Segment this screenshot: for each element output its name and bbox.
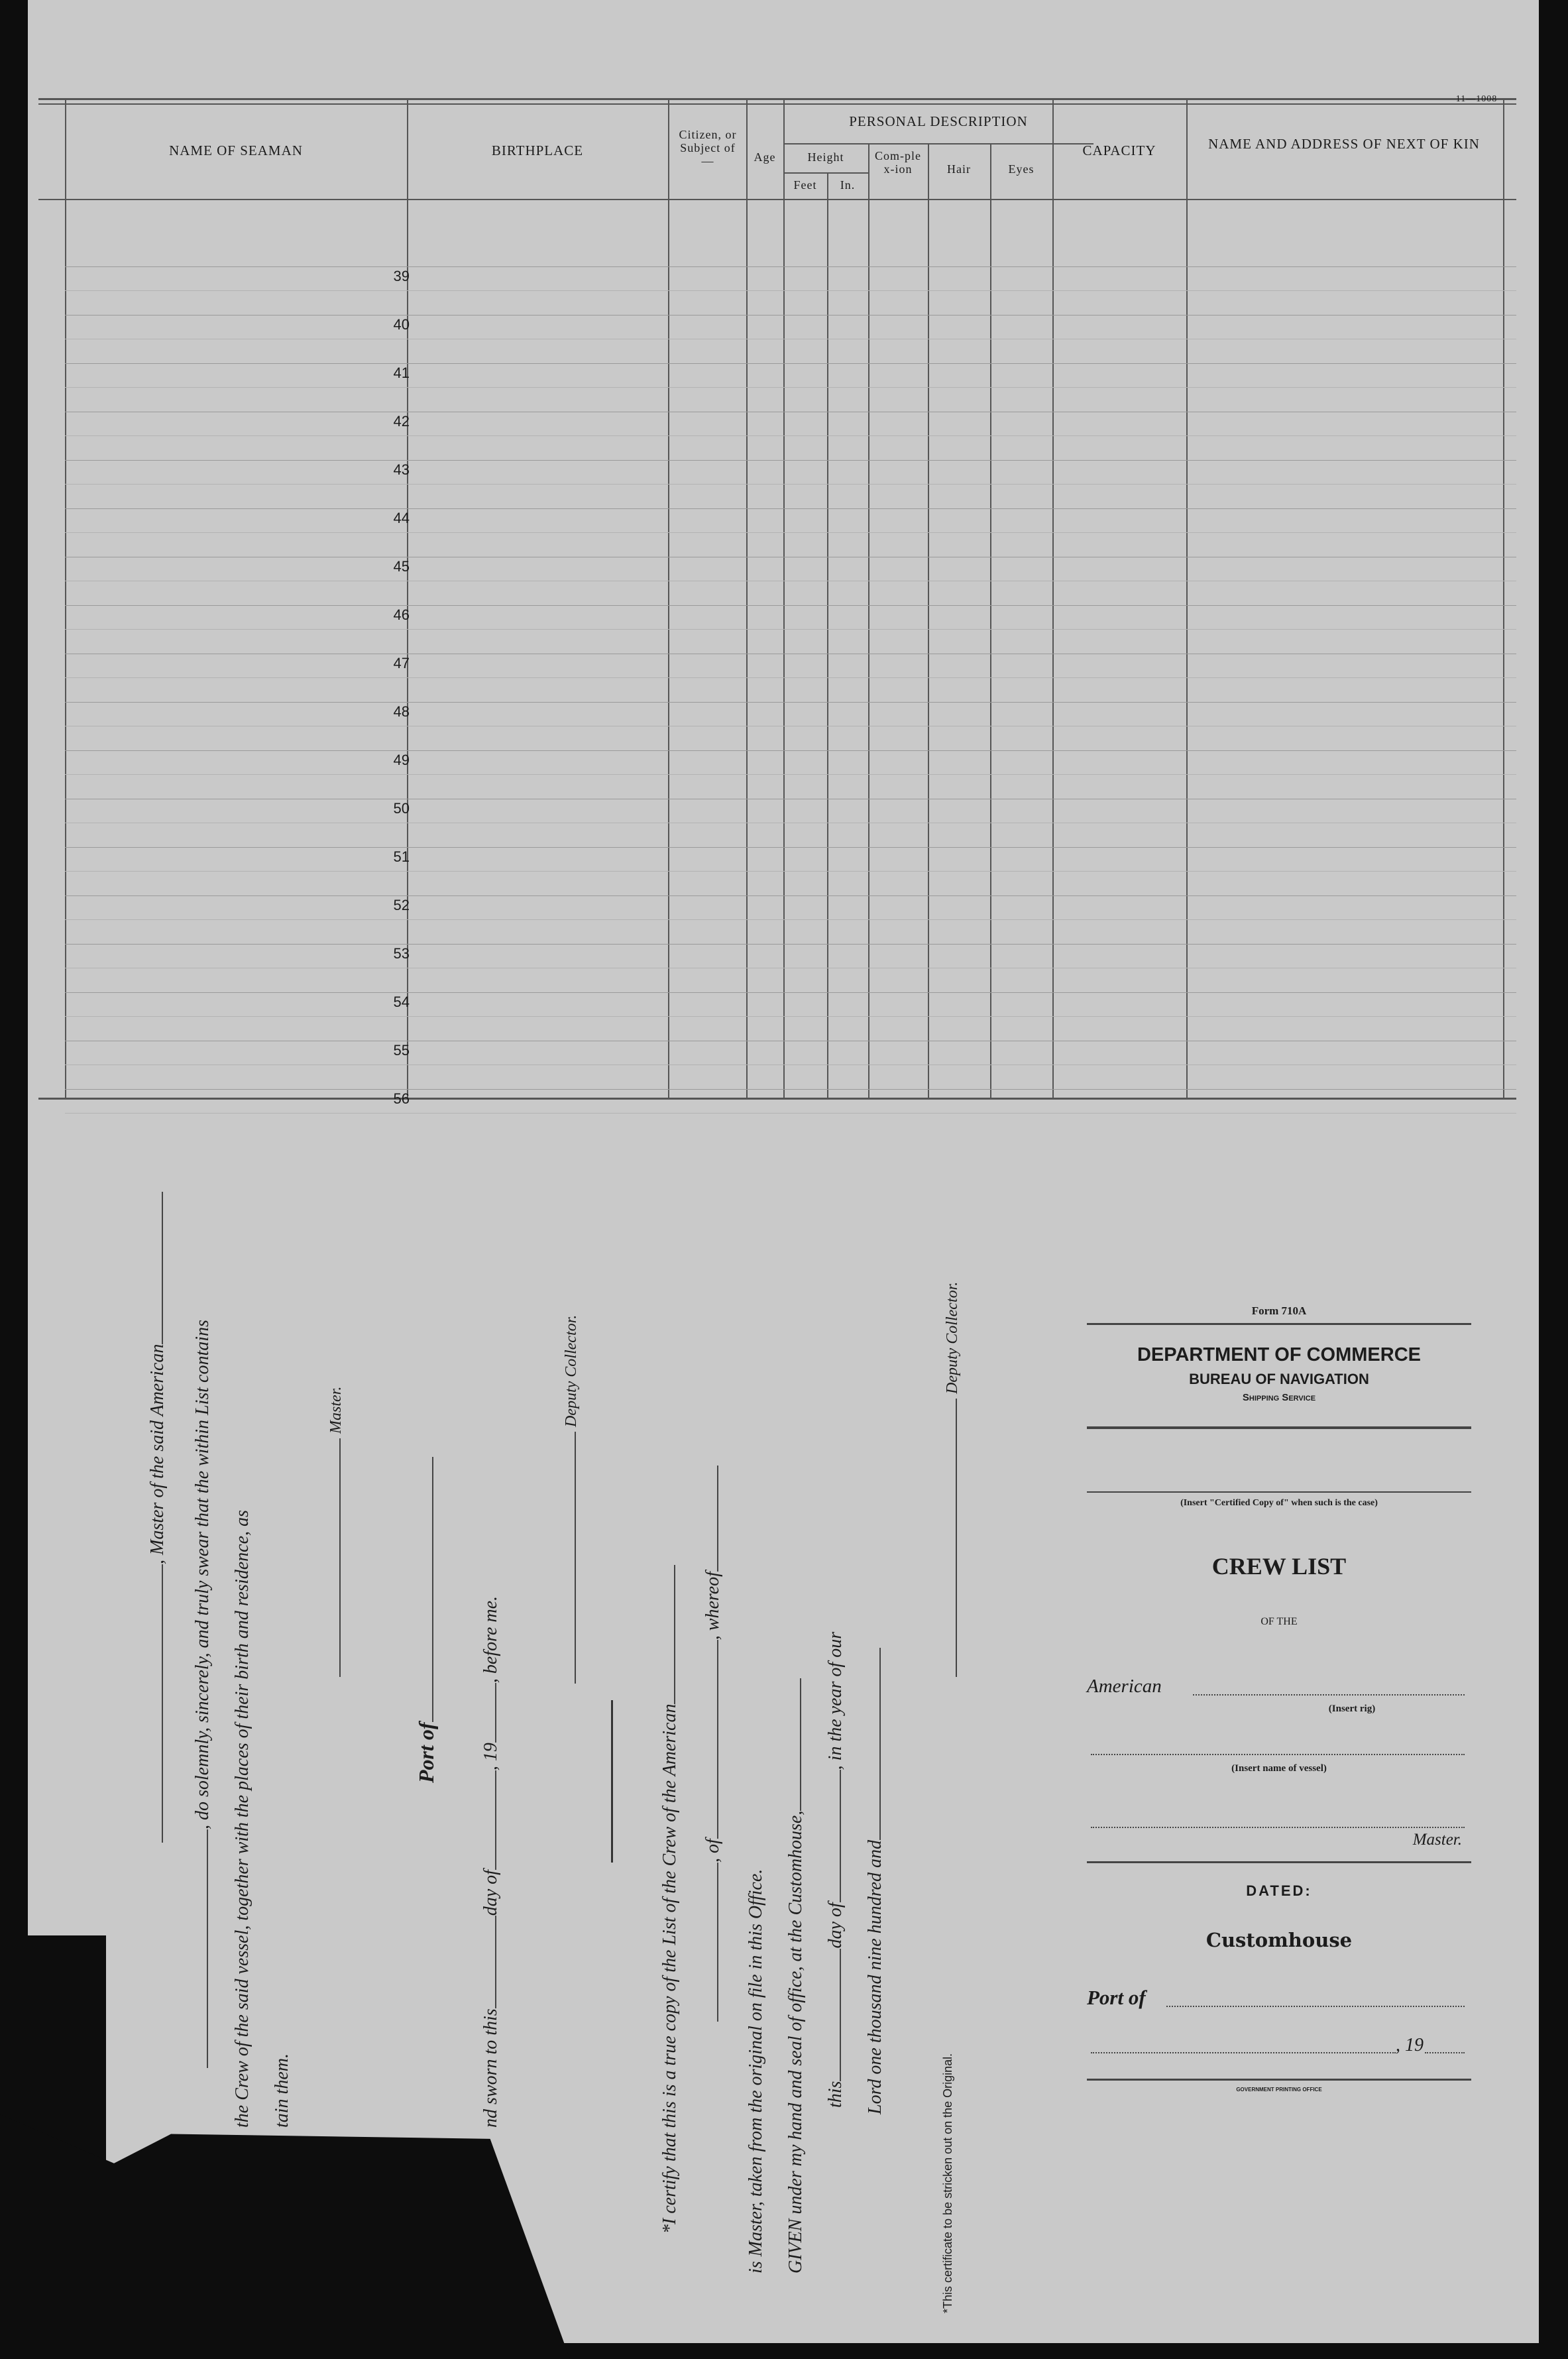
header-personal-description: PERSONAL DESCRIPTION [849, 113, 1028, 129]
table-row-subline [65, 290, 1516, 291]
oath-text-3: the Crew of the said vessel, together with the places of their birth and residence, as [232, 1510, 252, 2128]
table-row-subline [65, 435, 1516, 436]
oath-line-3 [232, 1510, 253, 2128]
header-height: Height [807, 150, 844, 164]
table-row-subline [65, 532, 1516, 533]
table-row-line [65, 266, 1516, 267]
cert-text-5a: this [825, 2081, 846, 2108]
cert-text-2b: , whereof [702, 1572, 723, 1640]
torn-corner-2 [0, 2114, 570, 2359]
row-number: 39 [393, 268, 410, 284]
row-number: 44 [393, 510, 410, 526]
row-number: 47 [393, 655, 410, 671]
cert-line-6 [865, 1648, 886, 2114]
oath-text-4: tain them. [272, 2053, 292, 2128]
header-feet: Feet [793, 178, 817, 192]
oath-line-1 [147, 1192, 168, 1843]
table-row-line [65, 605, 1516, 606]
table-row-line [65, 460, 1516, 461]
cert-line-3 [746, 1869, 767, 2273]
oath-line-2 [192, 1320, 213, 2068]
row-number: 46 [393, 606, 410, 623]
table-row-subline [65, 677, 1516, 678]
bureau-title: BUREAU OF NAVIGATION [1189, 1371, 1369, 1387]
table-row-line [65, 1089, 1516, 1090]
divider-rule [611, 1700, 613, 1863]
header-complexion: Com-plex-ion [875, 149, 921, 176]
oath-text-1: , Master of the said American [147, 1344, 168, 1564]
master-label-cover: Master. [1412, 1831, 1462, 1849]
table-row-subline [65, 919, 1516, 920]
customhouse-label: Customhouse [1205, 1929, 1353, 1951]
table-row-line [65, 944, 1516, 945]
cert-text-1: *I certify that this is a true copy of the List of the Crew of the American [659, 1703, 680, 2234]
crew-table [38, 94, 1516, 1107]
american-label: American [1087, 1676, 1162, 1697]
sworn-text-d: , before me. [480, 1595, 501, 1684]
deputy-collector-label-2: Deputy Collector. [944, 1281, 961, 1394]
row-number: 51 [393, 848, 410, 865]
table-row-line [65, 750, 1516, 751]
table-row-line [65, 992, 1516, 993]
printer-note: GOVERNMENT PRINTING OFFICE [1236, 2087, 1322, 2093]
crew-list-title: CREW LIST [1211, 1553, 1347, 1580]
row-number: 40 [393, 316, 410, 333]
table-row-line [65, 363, 1516, 364]
deputy-collector-line-2 [941, 1282, 962, 1677]
cert-line-1 [659, 1565, 681, 2234]
table-row-subline [65, 387, 1516, 388]
deputy-collector-label-1: Deputy Collector. [563, 1314, 580, 1427]
header-citizen: Citizen, or Subject of— [679, 128, 737, 168]
sworn-line [480, 1596, 502, 2128]
cert-text-4: GIVEN under my hand and seal of office, at the Customhouse, [785, 1810, 806, 2273]
row-number: 56 [393, 1090, 410, 1107]
form-code: 11—1008 [1455, 94, 1498, 104]
row-number: 49 [393, 752, 410, 768]
row-number: 50 [393, 800, 410, 817]
table-row-subline [65, 871, 1516, 872]
table-row-subline [65, 629, 1516, 630]
cert-text-5c: , in the year of our [825, 1631, 846, 1770]
cert-footnote-text: *This certificate to be stricken out on the Original. [941, 2053, 954, 2313]
cert-text-5b: day of [825, 1902, 846, 1949]
header-birthplace: BIRTHPLACE [491, 143, 584, 158]
table-row-subline [65, 1113, 1516, 1114]
table-row-line [65, 508, 1516, 509]
row-number: 41 [393, 365, 410, 381]
department-title: DEPARTMENT OF COMMERCE [1137, 1344, 1421, 1365]
cert-footnote [941, 2053, 955, 2313]
table-row-line [65, 315, 1516, 316]
row-number: 42 [393, 413, 410, 430]
table-row-line [65, 895, 1516, 896]
year-label-cover: , 19 [1396, 2035, 1424, 2055]
port-of-cover: Port of [1087, 1986, 1146, 2009]
cert-text-6: Lord one thousand nine hundred and [865, 1839, 885, 2114]
row-number: 45 [393, 558, 410, 575]
table-row-subline [65, 484, 1516, 485]
form-number: Form 710A [1251, 1304, 1307, 1317]
sworn-text-c: , 19 [480, 1743, 501, 1771]
oath-line-4 [272, 2053, 293, 2128]
header-hair: Hair [947, 162, 971, 176]
of-the-label: OF THE [1260, 1616, 1298, 1627]
cert-text-2a: , of [702, 1839, 723, 1863]
table-row-line [65, 847, 1516, 848]
cert-line-5 [825, 1632, 846, 2108]
row-number: 54 [393, 994, 410, 1010]
master-label: Master. [327, 1386, 345, 1434]
oath-text-2: , do solemnly, sincerely, and truly swear that the within List contains [192, 1320, 213, 1829]
table-row-subline [65, 1016, 1516, 1017]
row-number: 53 [393, 945, 410, 962]
table-row-subline [65, 1064, 1516, 1065]
sworn-text-a: nd sworn to this [480, 2008, 501, 2128]
cert-line-2 [702, 1466, 724, 2022]
cover-panel [1087, 1299, 1471, 2161]
cert-line-4 [785, 1678, 807, 2273]
master-signature-line [325, 1387, 346, 1677]
header-next-of-kin: NAME AND ADDRESS OF NEXT OF KIN [1208, 136, 1480, 152]
row-number: 43 [393, 461, 410, 478]
row-number: 52 [393, 897, 410, 913]
dated-label: DATED: [1246, 1882, 1312, 1899]
table-row-subline [65, 774, 1516, 775]
header-capacity: CAPACITY [1082, 143, 1156, 158]
insert-vessel-note: (Insert name of vessel) [1231, 1763, 1327, 1774]
sworn-text-b: day of [480, 1870, 501, 1916]
insert-rig-note: (Insert rig) [1328, 1703, 1376, 1714]
header-age: Age [754, 150, 776, 164]
service-title: Shipping Service [1242, 1392, 1316, 1403]
row-number: 55 [393, 1042, 410, 1059]
port-of-line [414, 1457, 439, 1783]
table-row-line [65, 702, 1516, 703]
header-inches: In. [840, 178, 856, 192]
port-of-label: Port of [414, 1722, 438, 1783]
header-name-of-seaman: NAME OF SEAMAN [169, 143, 303, 158]
insert-cert-note: (Insert "Certified Copy of" when such is the case) [1180, 1498, 1378, 1508]
deputy-collector-line-1 [560, 1315, 581, 1684]
header-eyes: Eyes [1008, 162, 1035, 176]
cert-text-3: is Master, taken from the original on file in this Office. [746, 1869, 766, 2273]
row-number: 48 [393, 703, 410, 720]
